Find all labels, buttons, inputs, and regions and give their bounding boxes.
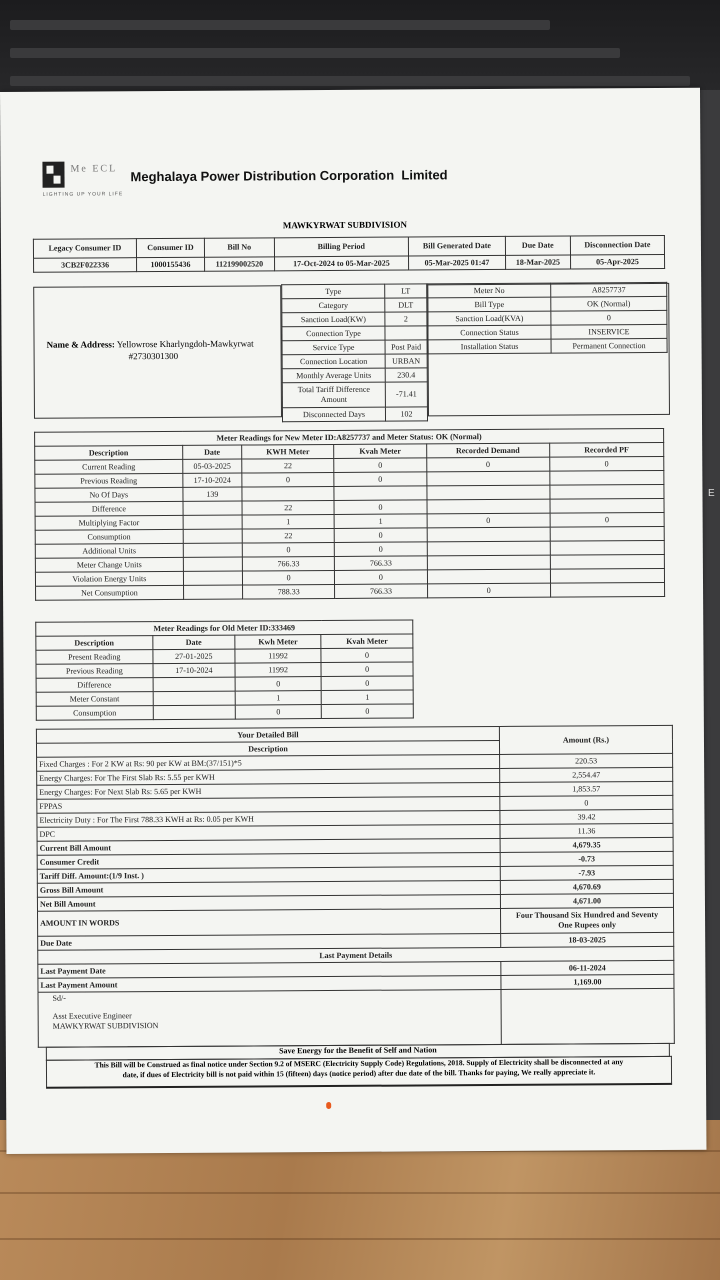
- table-cell: Previous Reading: [35, 473, 183, 488]
- table-cell: [550, 470, 664, 485]
- bill-item-description: DPC: [37, 824, 500, 841]
- signature-block: [38, 989, 501, 1047]
- table-cell: 1: [334, 514, 426, 529]
- amount-header: Amount (Rs.): [499, 725, 672, 754]
- table-cell: [427, 499, 550, 514]
- column-header: Description: [36, 636, 153, 651]
- due-date-value: 18-03-2025: [501, 932, 674, 947]
- table-cell: [550, 498, 664, 513]
- table-row: [282, 298, 427, 313]
- signature-mark: Sd/-: [52, 993, 66, 1003]
- header-cell: Disconnection Date: [570, 235, 664, 255]
- table-cell: 0: [550, 456, 664, 471]
- table-row: [282, 326, 427, 341]
- table-cell: [427, 569, 550, 584]
- table-row: [282, 312, 427, 327]
- bill-item-amount: 4,671.00: [500, 893, 673, 908]
- bill-item-description: Gross Bill Amount: [37, 880, 500, 897]
- table-cell: 0: [242, 472, 334, 487]
- due-date-label: Due Date: [38, 933, 501, 950]
- table-cell: [427, 541, 550, 556]
- table-cell: Consumption: [36, 706, 153, 721]
- detail-value: A8257737: [551, 282, 667, 297]
- table-cell: Current Reading: [35, 459, 183, 474]
- table-cell: 05-03-2025: [182, 459, 241, 473]
- table-cell: 1: [321, 690, 413, 705]
- detail-label: Service Type: [282, 340, 385, 355]
- table-cell: 0: [334, 472, 426, 487]
- table-cell: Multiplying Factor: [35, 515, 183, 530]
- signature-empty: [501, 988, 674, 1044]
- last-payment-date-value: 06-11-2024: [501, 960, 674, 975]
- detail-value: DLT: [385, 298, 427, 312]
- bill-item-amount: 220.53: [500, 753, 673, 768]
- column-header: Recorded PF: [549, 442, 663, 457]
- table-cell: 0: [321, 662, 413, 677]
- bill-no: 112199002520: [204, 257, 274, 271]
- bill-item-amount: 4,670.69: [500, 879, 673, 894]
- detail-label: Total Tariff Difference Amount: [282, 382, 385, 408]
- save-energy-banner: Save Energy for the Benefit of Self and Nation: [46, 1043, 670, 1061]
- bill-title: Your Detailed Bill: [36, 726, 499, 743]
- bill-item-description: FPPAS: [37, 796, 500, 813]
- notice-line-1: This Bill will be Construed as final notice under Section 9.2 of MSERC (Electricity Supply Code) Regulations, 2018. Supply of Electricity shall be disconnected at any: [94, 1057, 624, 1070]
- table-cell: 0: [335, 570, 427, 585]
- bill-item-description: Net Bill Amount: [37, 894, 500, 911]
- detail-value: OK (Normal): [551, 296, 667, 311]
- detail-value: [385, 326, 427, 340]
- table-cell: [183, 515, 242, 529]
- last-payment-title: Last Payment Details: [38, 946, 674, 964]
- detail-label: Bill Type: [428, 297, 551, 312]
- detail-label: Connection Type: [282, 326, 385, 341]
- signatory-line: MAWKYRWAT SUBDIVISION: [52, 1021, 159, 1031]
- meter-details-table: [427, 282, 667, 354]
- detail-value: 2: [385, 312, 427, 326]
- detail-label: Connection Status: [428, 325, 551, 340]
- table-cell: [183, 529, 242, 543]
- legal-notice: [46, 1056, 672, 1089]
- consumer-number: #2730301300: [128, 350, 179, 362]
- keyboard-row: [10, 48, 620, 58]
- new-meter-title: Meter Readings for New Meter ID:A8257737 and Meter Status: OK (Normal): [35, 428, 664, 446]
- table-cell: 0: [321, 648, 413, 663]
- table-row: [282, 284, 427, 299]
- detail-value: Permanent Connection: [551, 338, 667, 353]
- words-line-2: One Rupees only: [558, 920, 617, 930]
- table-cell: [153, 705, 235, 720]
- detail-label: Sanction Load(KVA): [428, 311, 551, 326]
- detail-value: LT: [385, 284, 427, 298]
- last-payment-amount-label: Last Payment Amount: [38, 975, 501, 992]
- bill-item-description: Electricity Duty : For The First 788.33 KWH at Rs: 0.05 per KWH: [37, 810, 500, 827]
- table-cell: Difference: [36, 678, 153, 693]
- table-cell: 788.33: [242, 584, 334, 599]
- table-cell: [427, 555, 550, 570]
- table-cell: 1: [235, 691, 321, 706]
- bill-header-table: [33, 235, 665, 273]
- header-cell: Bill Generated Date: [409, 236, 506, 256]
- bill-item-description: Tariff Diff. Amount:(1/9 Inst. ): [37, 866, 500, 883]
- detail-label: Meter No: [428, 283, 551, 298]
- column-header: Recorded Demand: [426, 443, 549, 458]
- table-cell: [334, 486, 426, 501]
- detail-value: Post Paid: [385, 340, 427, 354]
- due-date: 18-Mar-2025: [505, 255, 570, 269]
- table-cell: [550, 554, 664, 569]
- table-cell: 0: [321, 676, 413, 691]
- column-header: Kvah Meter: [321, 634, 413, 649]
- table-cell: Violation Energy Units: [35, 571, 183, 586]
- legacy-consumer-id: 3CB2F022336: [34, 258, 137, 273]
- name-label: Name & Address:: [46, 339, 115, 350]
- table-cell: 17-10-2024: [183, 473, 242, 487]
- bill-item-description: Current Bill Amount: [37, 838, 500, 855]
- detail-value: 102: [385, 407, 427, 421]
- detail-value: 230.4: [385, 368, 427, 382]
- consumer-id: 1000155436: [137, 257, 205, 271]
- table-row: [428, 324, 667, 339]
- table-cell: [550, 568, 664, 583]
- table-row: [36, 582, 665, 600]
- table-cell: Net Consumption: [36, 585, 184, 600]
- table-cell: 0: [242, 570, 334, 585]
- table-cell: 0: [427, 513, 550, 528]
- billing-period: 17-Oct-2024 to 05-Mar-2025: [274, 256, 409, 271]
- table-row: [428, 296, 667, 311]
- table-cell: 0: [321, 704, 413, 719]
- detail-label: Sanction Load(KW): [282, 312, 385, 327]
- table-cell: 0: [235, 677, 321, 692]
- new-meter-table: [34, 428, 665, 601]
- table-row: [428, 310, 667, 325]
- bill-item-amount: 11.36: [500, 823, 673, 838]
- table-row: [428, 282, 667, 297]
- description-header: Description: [36, 740, 499, 757]
- header-cell: Billing Period: [274, 237, 409, 257]
- table-cell: 766.33: [242, 556, 334, 571]
- table-cell: 766.33: [335, 584, 427, 599]
- detail-value: URBAN: [385, 354, 427, 368]
- header-cell: Due Date: [505, 236, 570, 255]
- table-cell: Present Reading: [36, 650, 153, 665]
- old-meter-table: [35, 619, 414, 720]
- column-header: Description: [35, 445, 183, 460]
- detail-value: 0: [551, 310, 667, 325]
- table-cell: 139: [183, 487, 242, 501]
- last-payment-amount-value: 1,169.00: [501, 974, 674, 989]
- table-cell: [426, 471, 549, 486]
- table-cell: [550, 540, 664, 555]
- table-cell: Meter Constant: [36, 692, 153, 707]
- bill-paper: [0, 88, 706, 1154]
- bill-item-amount: 2,554.47: [500, 767, 673, 782]
- old-meter-title: Meter Readings for Old Meter ID:333469: [36, 620, 413, 636]
- table-cell: 1: [242, 514, 334, 529]
- table-cell: 766.33: [335, 556, 427, 571]
- bill-item-amount: -7.93: [500, 865, 673, 880]
- table-cell: 22: [242, 500, 334, 515]
- table-cell: [183, 557, 242, 571]
- words-line-1: Four Thousand Six Hundred and Seventy: [515, 909, 659, 920]
- table-cell: 0: [242, 542, 334, 557]
- bill-item-amount: 4,679.35: [500, 837, 673, 852]
- table-cell: [550, 484, 664, 499]
- table-cell: 17-10-2024: [153, 663, 235, 678]
- consumer-box: [33, 285, 282, 419]
- detail-label: Connection Location: [282, 354, 385, 369]
- side-letter: E: [708, 488, 715, 499]
- signatory-line: Asst Executive Engineer: [52, 1011, 132, 1021]
- amount-in-words-label: AMOUNT IN WORDS: [38, 908, 501, 936]
- company-logo-icon: [42, 162, 64, 188]
- table-row: [36, 704, 413, 720]
- table-cell: [550, 582, 664, 597]
- table-cell: [427, 527, 550, 542]
- detail-label: Category: [282, 298, 385, 313]
- table-cell: 0: [334, 500, 426, 515]
- table-cell: 11992: [235, 663, 321, 678]
- amount-in-words-row: [38, 907, 674, 936]
- detail-label: Disconnected Days: [282, 407, 385, 422]
- table-cell: [242, 486, 334, 501]
- bill-item-description: Fixed Charges : For 2 KW at Rs: 90 per KW at BM:(37/151)*5: [37, 754, 500, 771]
- column-header: Kvah Meter: [334, 444, 426, 459]
- bill-item-description: Energy Charges: For The First Slab Rs: 5.55 per KWH: [37, 768, 500, 785]
- column-header: Date: [182, 445, 241, 459]
- table-cell: [183, 501, 242, 515]
- detail-label: Installation Status: [428, 339, 551, 354]
- header-cell: Legacy Consumer ID: [33, 239, 136, 259]
- table-cell: [550, 526, 664, 541]
- subdivision-title: MAWKYRWAT SUBDIVISION: [282, 219, 407, 231]
- table-cell: 0: [334, 458, 426, 473]
- table-cell: Previous Reading: [36, 664, 153, 679]
- bill-generated-date: 05-Mar-2025 01:47: [409, 255, 506, 270]
- table-cell: [183, 543, 242, 557]
- table-row: [282, 407, 427, 422]
- logo-text: Me ECL: [70, 163, 118, 175]
- bill-item-description: Energy Charges: For Next Slab Rs: 5.65 per KWH: [37, 782, 500, 799]
- disconnection-date: 05-Apr-2025: [570, 254, 664, 269]
- table-cell: [426, 485, 549, 500]
- table-cell: [183, 585, 242, 599]
- table-cell: 22: [242, 528, 334, 543]
- name-value: Yellowrose Kharlyngdoh-Mawkyrwat: [116, 338, 254, 350]
- header-cell: Bill No: [204, 238, 274, 257]
- table-cell: No Of Days: [35, 487, 183, 502]
- column-header: Date: [152, 635, 234, 650]
- table-cell: 0: [335, 542, 427, 557]
- table-cell: 27-01-2025: [153, 649, 235, 664]
- detail-value: -71.41: [385, 382, 427, 407]
- bill-item-amount: 39.42: [500, 809, 673, 824]
- table-cell: 0: [426, 457, 549, 472]
- company-name: Meghalaya Power Distribution Corporation Limited: [130, 167, 448, 185]
- bill-item-amount: -0.73: [500, 851, 673, 866]
- detail-label: Monthly Average Units: [282, 368, 385, 383]
- keyboard-row: [10, 20, 550, 30]
- table-row: [282, 368, 427, 383]
- table-row: [282, 340, 427, 355]
- amount-in-words-value: [500, 907, 673, 933]
- table-cell: 0: [335, 528, 427, 543]
- detail-value: INSERVICE: [551, 324, 667, 339]
- consumer-name-line: [47, 338, 254, 349]
- column-header: KWH Meter: [242, 444, 334, 459]
- table-cell: 0: [427, 583, 550, 598]
- table-cell: [153, 677, 235, 692]
- detailed-bill-table: [36, 725, 675, 1048]
- notice-line-2: date, if dues of Electricity bill is not paid within 15 (fifteen) days (notice period) after due date of the bill. Thanks for paying, We really appreciate it.: [122, 1067, 596, 1080]
- bill-item-amount: 1,853.57: [500, 781, 673, 796]
- table-row: [282, 382, 427, 408]
- table-cell: [153, 691, 235, 706]
- table-cell: Additional Units: [35, 543, 183, 558]
- orange-mark: [326, 1102, 331, 1109]
- connection-details-table: [281, 283, 428, 422]
- bill-item-amount: 0: [500, 795, 673, 810]
- header-cell: Consumer ID: [136, 238, 204, 257]
- table-cell: 0: [235, 705, 321, 720]
- table-row: [282, 354, 427, 369]
- table-cell: [183, 571, 242, 585]
- bill-item-description: Consumer Credit: [37, 852, 500, 869]
- table-cell: Consumption: [35, 529, 183, 544]
- last-payment-date-label: Last Payment Date: [38, 961, 501, 978]
- table-cell: Difference: [35, 501, 183, 516]
- table-row: [428, 338, 667, 353]
- logo-tagline: LIGHTING UP YOUR LIFE: [42, 191, 124, 198]
- table-cell: Meter Change Units: [35, 557, 183, 572]
- keyboard-row: [10, 76, 690, 86]
- table-cell: 22: [242, 458, 334, 473]
- signature-row: [38, 988, 674, 1047]
- table-cell: 11992: [235, 649, 321, 664]
- detail-label: Type: [282, 284, 385, 299]
- table-cell: 0: [550, 512, 664, 527]
- column-header: Kwh Meter: [235, 635, 321, 650]
